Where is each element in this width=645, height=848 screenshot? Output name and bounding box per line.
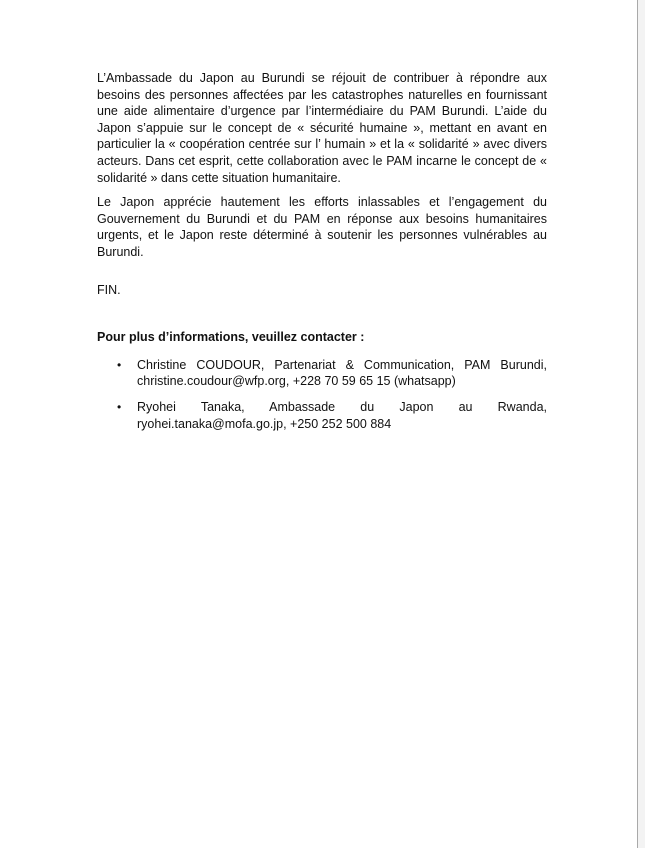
- contact-name-line: Christine COUDOUR, Partenariat & Communication, PAM Burundi,: [137, 357, 547, 372]
- paragraph-1: L’Ambassade du Japon au Burundi se réjouit de contribuer à répondre aux besoins des personnes affectées par les catastrophes naturelles en fournissant une aide alimentaire d’urgence par l’intermédiaire du PAM Burundi. L’aide du Japon s’appuie sur le concept de « sécurité humaine », mettant en avant en particulier la « coopération centrée sur l’ humain » et la « solidarité » avec divers acteurs. Dans cet esprit, cette collaboration avec le PAM incarne le concept de « solidarité » dans cette situation humanitaire.: [97, 71, 547, 185]
- contact-item: [97, 357, 547, 390]
- contact-heading: Pour plus d’informations, veuillez contacter :: [97, 330, 365, 345]
- document-body: [97, 70, 547, 441]
- end-marker: FIN.: [97, 282, 121, 297]
- bullet-icon: •: [117, 399, 122, 414]
- contact-name-line: Ryohei Tanaka, Ambassade du Japon au Rwanda,: [137, 399, 547, 414]
- bullet-icon: •: [117, 357, 122, 372]
- page-edge-shadow: [638, 0, 645, 848]
- contact-details-line: christine.coudour@wfp.org, +228 70 59 65 15 (whatsapp): [137, 374, 456, 389]
- contact-list: [97, 357, 547, 432]
- contact-item: [97, 399, 547, 432]
- contact-details-line: ryohei.tanaka@mofa.go.jp, +250 252 500 884: [137, 416, 392, 431]
- paragraph-2: Le Japon apprécie hautement les efforts inlassables et l’engagement du Gouvernement du Burundi et du PAM en réponse aux besoins humanitaires urgents, et le Japon reste déterminé à soutenir les personnes vulnérables au Burundi.: [97, 195, 547, 259]
